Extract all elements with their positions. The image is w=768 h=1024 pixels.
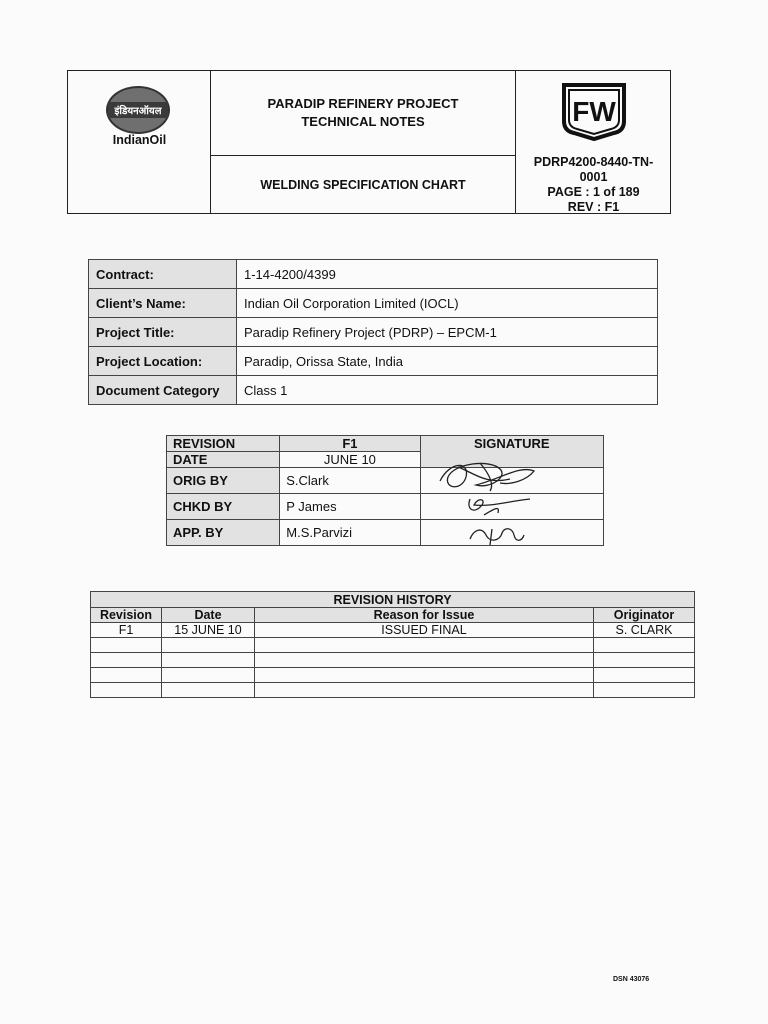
- info-row: [89, 289, 658, 318]
- history-cell: [162, 683, 255, 698]
- table-row: [91, 683, 695, 698]
- history-cell: [255, 668, 594, 683]
- approver-name: S.Clark: [280, 468, 420, 494]
- info-value: 1-14-4200/4399: [237, 260, 658, 289]
- approval-role: CHKD BY: [167, 494, 280, 520]
- info-row: [89, 318, 658, 347]
- date-value: JUNE 10: [280, 452, 420, 468]
- table-row: [91, 668, 695, 683]
- history-cell: S. CLARK: [594, 623, 695, 638]
- history-cell: [162, 668, 255, 683]
- history-cell: [594, 668, 695, 683]
- history-cell: [255, 653, 594, 668]
- approval-role: APP. BY: [167, 520, 280, 546]
- info-label: Document Category: [89, 376, 237, 405]
- table-row: [91, 653, 695, 668]
- info-label: Client’s Name:: [89, 289, 237, 318]
- document-reference: [516, 155, 671, 215]
- indianoil-logo-cell: [68, 71, 211, 213]
- notes-type: TECHNICAL NOTES: [301, 114, 425, 129]
- handwritten-signatures: [430, 455, 550, 555]
- approver-name: M.S.Parvizi: [280, 520, 420, 546]
- info-row: [89, 260, 658, 289]
- revision-label: REVISION: [167, 436, 280, 452]
- approver-name: P James: [280, 494, 420, 520]
- revision-history-table: [90, 591, 695, 698]
- info-row: [89, 347, 658, 376]
- table-row: [91, 623, 695, 638]
- indianoil-name: IndianOil: [112, 133, 167, 147]
- table-row: [91, 638, 695, 653]
- history-cell: [91, 653, 162, 668]
- date-label: DATE: [167, 452, 280, 468]
- doc-number: PDRP4200-8440-TN-: [533, 155, 654, 169]
- project-info-table: [88, 259, 658, 405]
- revision-history-title: REVISION HISTORY: [91, 592, 695, 608]
- document-header: [67, 70, 671, 214]
- history-cell: [255, 638, 594, 653]
- fw-logo-text: FW: [572, 96, 616, 127]
- info-value: Class 1: [237, 376, 658, 405]
- info-label: Project Title:: [89, 318, 237, 347]
- approval-role: ORIG BY: [167, 468, 280, 494]
- column-header: Revision: [91, 608, 162, 623]
- indianoil-logo: [106, 86, 170, 134]
- indianoil-logo-band: इंडियनऑयल: [108, 102, 168, 118]
- signature-header: SIGNATURE: [420, 436, 603, 468]
- title-cell: [211, 71, 516, 213]
- column-header: Reason for Issue: [255, 608, 594, 623]
- history-cell: [255, 683, 594, 698]
- history-cell: [91, 683, 162, 698]
- revision-code: REV : F1: [567, 200, 620, 214]
- info-value: Paradip, Orissa State, India: [237, 347, 658, 376]
- info-label: Contract:: [89, 260, 237, 289]
- info-label: Project Location:: [89, 347, 237, 376]
- project-title-block: [211, 71, 515, 156]
- history-cell: [594, 683, 695, 698]
- history-cell: [162, 638, 255, 653]
- history-cell: [91, 668, 162, 683]
- info-value: Paradip Refinery Project (PDRP) – EPCM-1: [237, 318, 658, 347]
- info-value: Indian Oil Corporation Limited (IOCL): [237, 289, 658, 318]
- history-cell: F1: [91, 623, 162, 638]
- history-cell: [594, 653, 695, 668]
- document-title: WELDING SPECIFICATION CHART: [260, 177, 466, 192]
- history-cell: [162, 653, 255, 668]
- dsn-code: DSN 43076: [613, 976, 650, 983]
- history-cell: 15 JUNE 10: [162, 623, 255, 638]
- fw-cell: [516, 71, 671, 213]
- doc-number-cont: 0001: [579, 170, 608, 184]
- column-header: Originator: [594, 608, 695, 623]
- history-cell: [594, 638, 695, 653]
- page-count: PAGE : 1 of 189: [547, 185, 640, 199]
- column-header: Date: [162, 608, 255, 623]
- info-row: [89, 376, 658, 405]
- history-cell: ISSUED FINAL: [255, 623, 594, 638]
- project-name: PARADIP REFINERY PROJECT: [267, 96, 459, 111]
- history-cell: [91, 638, 162, 653]
- foster-wheeler-logo: [560, 81, 628, 143]
- revision-value: F1: [280, 436, 420, 452]
